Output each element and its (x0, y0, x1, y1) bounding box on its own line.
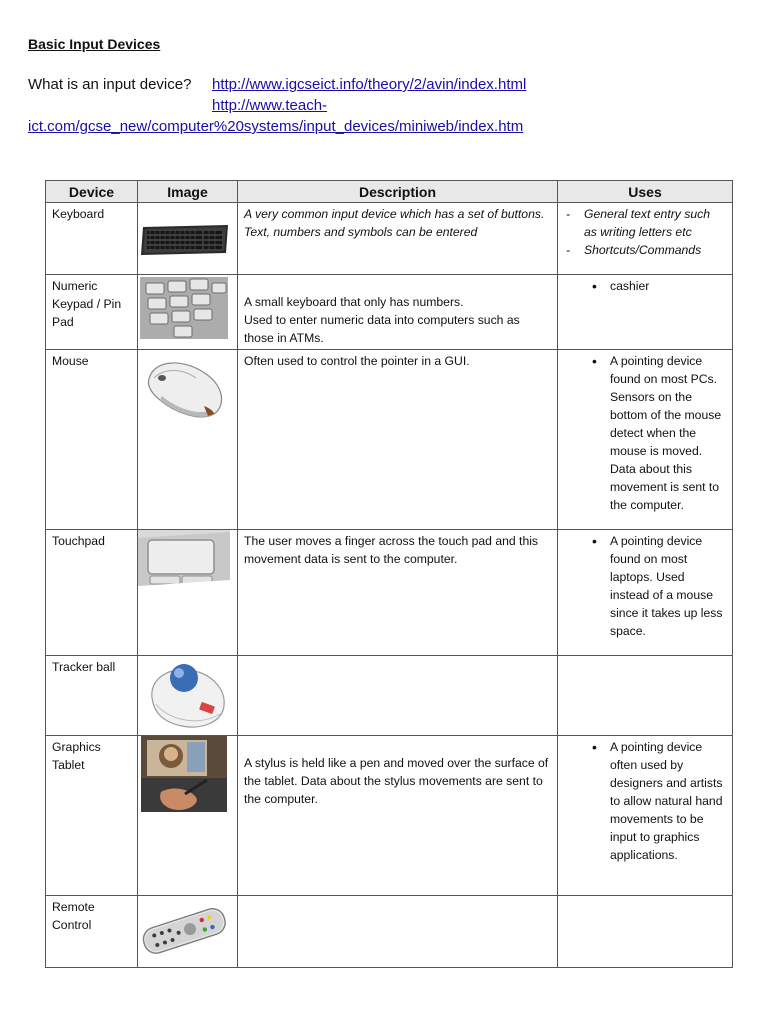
use-item: - Shortcuts/Commands (564, 241, 726, 259)
image-cell (138, 530, 238, 656)
device-uses (558, 896, 733, 968)
device-name: Mouse (46, 350, 138, 530)
header-image: Image (138, 181, 238, 203)
device-uses (558, 656, 733, 736)
device-name: Remote Control (46, 896, 138, 968)
device-uses (558, 203, 733, 275)
use-item: - General text entry such as writing letters etc (564, 205, 726, 241)
table-row (46, 896, 733, 968)
image-cell (138, 350, 238, 530)
image-cell (138, 656, 238, 736)
touchpad-image (138, 530, 230, 596)
remote-control-image (138, 900, 230, 960)
link-igcseict[interactable]: http://www.igcseict.info/theory/2/avin/index.html (212, 76, 527, 93)
image-cell (138, 275, 238, 350)
table-row (46, 530, 733, 656)
input-devices-table (45, 180, 733, 968)
use-item: • A pointing device found on most laptops. Used instead of a mouse since it takes up less space. (588, 532, 726, 640)
header-uses: Uses (558, 181, 733, 203)
keypad-image (140, 277, 228, 339)
mouse-image (144, 356, 230, 420)
header-description: Description (238, 181, 558, 203)
device-name: Keyboard (46, 203, 138, 275)
question-text: What is an input device? (28, 76, 192, 93)
table-row (46, 736, 733, 896)
table-row (46, 275, 733, 350)
link-teach-ict-part1[interactable]: http://www.teach- (212, 97, 328, 114)
table-row (46, 656, 733, 736)
graphics-tablet-image (141, 736, 227, 812)
device-description: The user moves a finger across the touch pad and this movement data is sent to the computer. (238, 530, 558, 656)
device-uses (558, 530, 733, 656)
device-name: Numeric Keypad / Pin Pad (46, 275, 138, 350)
use-item: • cashier (588, 277, 726, 295)
device-description (238, 656, 558, 736)
device-description: A stylus is held like a pen and moved over the surface of the tablet. Data about the stylus movements are sent to the computer. (238, 736, 558, 896)
device-uses (558, 275, 733, 350)
use-item: • A pointing device often used by designers and artists to allow natural hand movements to be input to graphics applications. (588, 738, 726, 864)
device-name: Touchpad (46, 530, 138, 656)
use-item: • A pointing device found on most PCs. Sensors on the bottom of the mouse detect when the mouse is moved. Data about this movement is sent to the computer. (588, 352, 726, 514)
image-cell (138, 203, 238, 275)
device-description: Often used to control the pointer in a GUI. (238, 350, 558, 530)
device-name: Tracker ball (46, 656, 138, 736)
keyboard-image (140, 221, 230, 257)
device-uses (558, 350, 733, 530)
link-teach-ict-part2[interactable]: ict.com/gcse_new/computer%20systems/input_devices/miniweb/index.htm (28, 118, 524, 135)
table-row (46, 350, 733, 530)
device-description (238, 896, 558, 968)
image-cell (138, 736, 238, 896)
device-uses (558, 736, 733, 896)
description-line: Used to enter numeric data into computers such as those in ATMs. (244, 313, 520, 345)
table-row (46, 203, 733, 275)
table-header-row (46, 181, 733, 203)
device-name: Graphics Tablet (46, 736, 138, 896)
description-line: A small keyboard that only has numbers. (244, 295, 464, 309)
trackerball-image (146, 658, 230, 732)
image-cell (138, 896, 238, 968)
device-description: A very common input device which has a set of buttons. Text, numbers and symbols can be entered (238, 203, 558, 275)
page-title: Basic Input Devices (28, 36, 161, 52)
device-description (238, 275, 558, 350)
header-device: Device (46, 181, 138, 203)
